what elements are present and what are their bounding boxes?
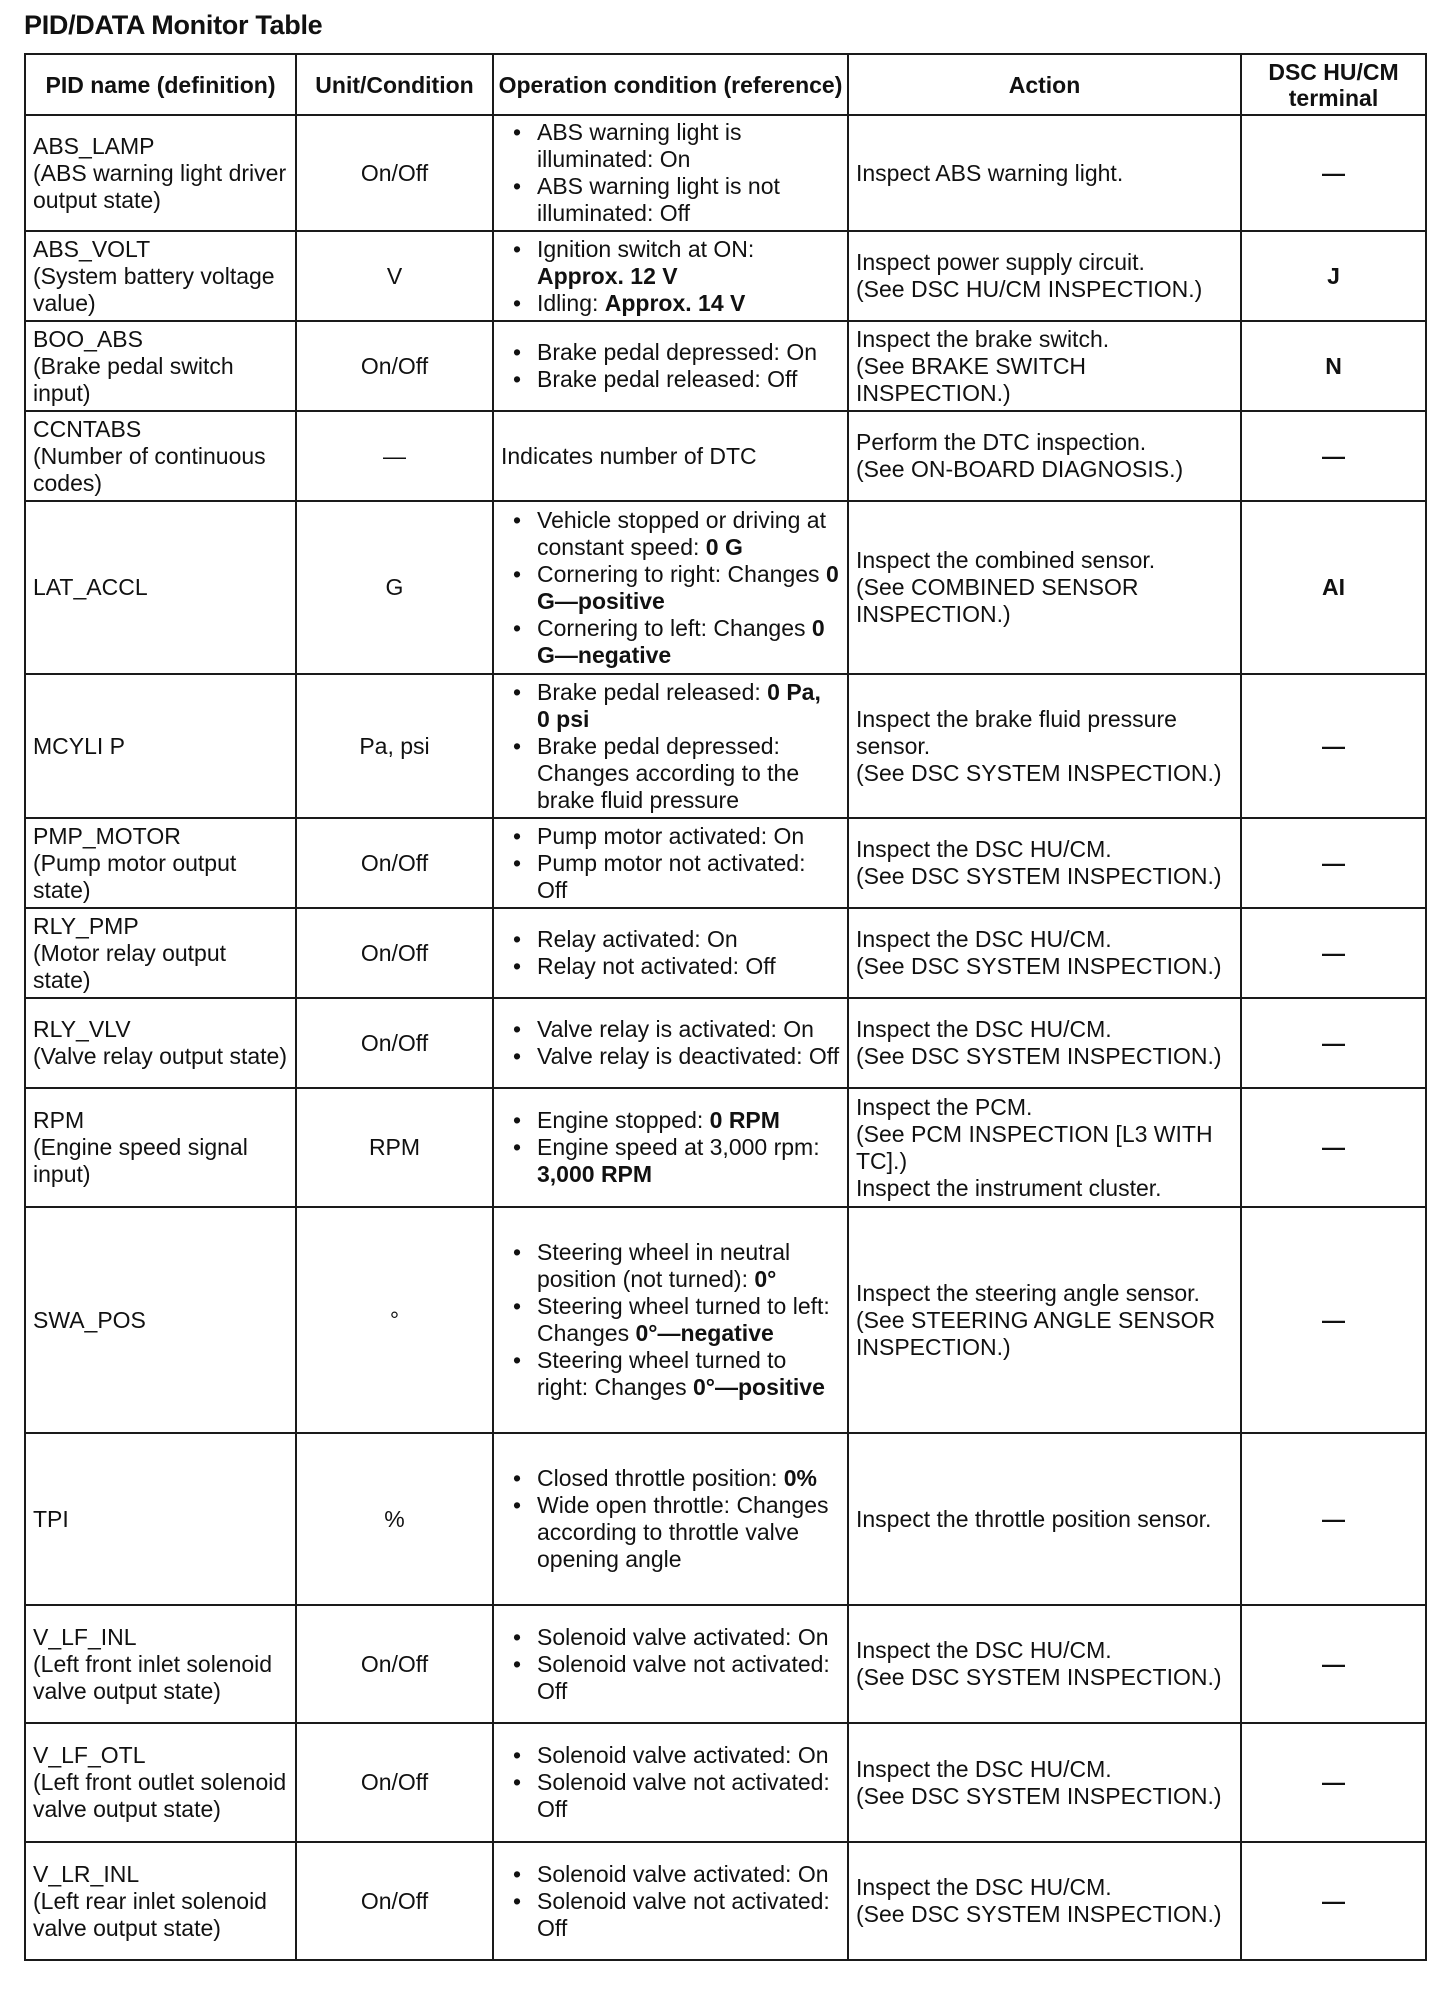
operation-text: Cornering to left: Changes: [537, 614, 812, 641]
operation-item: [501, 290, 840, 317]
operation-text: Indicates number of DTC: [501, 442, 757, 469]
operation-list: [501, 823, 840, 904]
action-line: Inspect the DSC HU/CM.: [856, 1637, 1112, 1663]
operation-text: Brake pedal depressed: Changes according to the brake fluid pressure: [537, 732, 800, 813]
unit-cell: On/Off: [296, 1842, 493, 1960]
pid-cell: [25, 998, 296, 1088]
action-line: (See DSC SYSTEM INSPECTION.): [856, 953, 1222, 979]
operation-value: 0 G: [705, 533, 743, 560]
terminal-cell: —: [1241, 674, 1426, 818]
operation-value: 0°—positive: [692, 1374, 825, 1400]
operation-text: Vehicle stopped or driving at constant speed:: [537, 506, 826, 560]
operation-text: Engine stopped:: [537, 1107, 710, 1133]
action-line: Inspect ABS warning light.: [856, 159, 1124, 186]
pid-cell: [25, 411, 296, 501]
table-body: [25, 115, 1426, 1960]
operation-cell: [493, 908, 848, 998]
pid-name: BOO_ABS: [33, 325, 143, 352]
action-line: (See DSC SYSTEM INSPECTION.): [856, 1901, 1222, 1927]
operation-item: [501, 1016, 840, 1043]
operation-text: Pump motor not activated: Off: [537, 849, 806, 903]
action-cell: [848, 321, 1241, 411]
action-cell: [848, 231, 1241, 321]
operation-item: [501, 339, 840, 366]
operation-text: ABS warning light is illuminated: On: [537, 119, 742, 172]
operation-text: Relay not activated: Off: [537, 953, 776, 979]
action-line: (See DSC SYSTEM INSPECTION.): [856, 759, 1222, 786]
operation-text: Brake pedal released: Off: [537, 366, 798, 392]
pid-name: RPM: [33, 1107, 85, 1133]
operation-text: Ignition switch at ON:: [537, 235, 755, 262]
unit-cell: On/Off: [296, 908, 493, 998]
operation-item: [501, 173, 840, 227]
action-line: (See PCM INSPECTION [L3 WITH TC].): [856, 1120, 1213, 1174]
operation-cell: [493, 1723, 848, 1842]
operation-text: Relay activated: On: [537, 926, 738, 952]
operation-value: 0 Pa, 0 psi: [537, 678, 821, 732]
action-cell: [848, 411, 1241, 501]
operation-list: [501, 1742, 840, 1823]
operation-cell: [493, 231, 848, 321]
action-line: Inspect the brake switch.: [856, 325, 1110, 352]
terminal-cell: —: [1241, 1088, 1426, 1207]
operation-item: [501, 850, 840, 904]
table-row: [25, 501, 1426, 674]
header-operation-condition: Operation condition (reference): [493, 54, 848, 115]
operation-list: [501, 1624, 840, 1705]
operation-item: [501, 1861, 840, 1888]
operation-text: Solenoid valve activated: On: [537, 1623, 829, 1650]
pid-cell: [25, 1723, 296, 1842]
terminal-cell: —: [1241, 998, 1426, 1088]
operation-item: [501, 733, 840, 814]
pid-name: ABS_LAMP: [33, 132, 155, 159]
operation-text: Brake pedal released:: [537, 678, 768, 705]
operation-text: Wide open throttle: Changes according to throttle valve opening angle: [537, 1492, 829, 1572]
action-line: (See DSC SYSTEM INSPECTION.): [856, 1664, 1222, 1690]
pid-definition: (Left front outlet solenoid valve output state): [33, 1769, 287, 1822]
operation-text: Steering wheel in neutral position (not turned):: [537, 1239, 791, 1292]
operation-item: [501, 1769, 840, 1823]
operation-text: Idling:: [537, 289, 605, 316]
operation-text: Solenoid valve activated: On: [537, 1860, 829, 1887]
operation-list: [501, 236, 840, 317]
operation-cell: [493, 411, 848, 501]
operation-value: Approx. 12 V: [537, 262, 678, 289]
action-line: Inspect the PCM.: [856, 1093, 1033, 1120]
operation-cell: [493, 1433, 848, 1605]
action-line: Inspect the DSC HU/CM.: [856, 836, 1112, 862]
pid-cell: [25, 115, 296, 231]
operation-cell: [493, 1088, 848, 1207]
action-line: (See BRAKE SWITCH INSPECTION.): [856, 352, 1087, 406]
action-line: Inspect the brake fluid pressure sensor.: [856, 705, 1177, 759]
operation-list: [501, 926, 840, 980]
unit-cell: %: [296, 1433, 493, 1605]
pid-cell: [25, 674, 296, 818]
operation-value: 0°: [754, 1266, 777, 1292]
action-line: (See DSC SYSTEM INSPECTION.): [856, 863, 1222, 889]
terminal-cell: —: [1241, 1207, 1426, 1433]
pid-cell: [25, 1433, 296, 1605]
pid-cell: [25, 908, 296, 998]
table-row: [25, 1605, 1426, 1723]
action-cell: [848, 1207, 1241, 1433]
operation-cell: [493, 501, 848, 674]
pid-name: V_LF_INL: [33, 1623, 137, 1650]
operation-item: [501, 1293, 840, 1347]
terminal-cell: —: [1241, 411, 1426, 501]
operation-list: [501, 1016, 840, 1070]
operation-value: 0 RPM: [709, 1107, 780, 1133]
operation-cell: [493, 818, 848, 908]
action-line: Inspect the instrument cluster.: [856, 1174, 1162, 1201]
operation-item: [501, 926, 840, 953]
operation-item: [501, 1043, 840, 1070]
pid-definition: (Left rear inlet solenoid valve output state): [33, 1887, 267, 1941]
operation-list: [501, 1107, 840, 1188]
operation-value: 0 G—positive: [537, 560, 839, 614]
terminal-cell: J: [1241, 231, 1426, 321]
terminal-cell: —: [1241, 908, 1426, 998]
pid-cell: [25, 1207, 296, 1433]
action-line: Inspect the combined sensor.: [856, 547, 1156, 573]
operation-value: 0%: [783, 1465, 817, 1491]
table-row: [25, 1842, 1426, 1960]
operation-item: [501, 236, 840, 290]
operation-cell: [493, 674, 848, 818]
operation-list: [501, 679, 840, 814]
pid-definition: (Number of continuous codes): [33, 442, 266, 496]
operation-item: [501, 823, 840, 850]
operation-item: [501, 1742, 840, 1769]
pid-name: ABS_VOLT: [33, 235, 151, 262]
operation-text: Closed throttle position:: [537, 1465, 784, 1491]
header-action: Action: [848, 54, 1241, 115]
action-line: (See DSC SYSTEM INSPECTION.): [856, 1043, 1222, 1069]
header-unit-condition: Unit/Condition: [296, 54, 493, 115]
action-cell: [848, 998, 1241, 1088]
operation-item: [501, 1347, 840, 1401]
operation-item: [501, 1651, 840, 1705]
operation-item: [501, 1624, 840, 1651]
terminal-cell: —: [1241, 115, 1426, 231]
pid-name: SWA_POS: [33, 1306, 146, 1333]
operation-cell: [493, 115, 848, 231]
operation-text: Steering wheel turned to right: Changes: [537, 1347, 787, 1400]
action-cell: [848, 1088, 1241, 1207]
action-line: (See ON-BOARD DIAGNOSIS.): [856, 456, 1184, 482]
pid-name: PMP_MOTOR: [33, 822, 181, 849]
action-line: Inspect the steering angle sensor.: [856, 1279, 1200, 1306]
terminal-cell: —: [1241, 818, 1426, 908]
operation-item: [501, 119, 840, 173]
operation-cell: [493, 1605, 848, 1723]
action-cell: [848, 674, 1241, 818]
operation-text: ABS warning light is not illuminated: Off: [537, 173, 780, 226]
table-row: [25, 115, 1426, 231]
operation-cell: [493, 321, 848, 411]
pid-name: MCYLI P: [33, 732, 126, 759]
operation-item: [501, 366, 840, 393]
action-line: (See COMBINED SENSOR INSPECTION.): [856, 574, 1139, 627]
unit-cell: V: [296, 231, 493, 321]
action-line: (See DSC HU/CM INSPECTION.): [856, 276, 1203, 302]
operation-item: [501, 1239, 840, 1293]
pid-name: RLY_PMP: [33, 912, 139, 939]
pid-name: TPI: [33, 1505, 69, 1532]
operation-value: 3,000 RPM: [537, 1161, 653, 1187]
action-cell: [848, 818, 1241, 908]
table-row: [25, 231, 1426, 321]
table-row: [25, 908, 1426, 998]
terminal-cell: —: [1241, 1842, 1426, 1960]
pid-definition: (Pump motor output state): [33, 849, 237, 903]
pid-cell: [25, 231, 296, 321]
operation-text: Cornering to right: Changes: [537, 560, 826, 587]
operation-text: Valve relay is deactivated: Off: [537, 1043, 840, 1069]
terminal-cell: N: [1241, 321, 1426, 411]
action-line: Perform the DTC inspection.: [856, 429, 1147, 455]
action-line: (See STEERING ANGLE SENSOR INSPECTION.): [856, 1306, 1216, 1360]
pid-definition: (System battery voltage value): [33, 262, 275, 316]
operation-text: Solenoid valve activated: On: [537, 1742, 829, 1768]
unit-cell: On/Off: [296, 115, 493, 231]
action-cell: [848, 1723, 1241, 1842]
operation-cell: [493, 1207, 848, 1433]
action-cell: [848, 1433, 1241, 1605]
header-pid-name: PID name (definition): [25, 54, 296, 115]
operation-value: 0°—negative: [635, 1320, 774, 1346]
pid-definition: (Engine speed signal input): [33, 1134, 248, 1187]
pid-monitor-table: [24, 53, 1427, 1961]
operation-text: Solenoid valve not activated: Off: [537, 1887, 830, 1941]
operation-text: Brake pedal depressed: On: [537, 339, 818, 365]
action-line: Inspect the DSC HU/CM.: [856, 926, 1112, 952]
table-row: [25, 321, 1426, 411]
pid-definition: (ABS warning light driver output state): [33, 159, 287, 213]
operation-item: [501, 953, 840, 980]
action-line: Inspect the DSC HU/CM.: [856, 1874, 1112, 1900]
unit-cell: On/Off: [296, 1723, 493, 1842]
pid-name: V_LF_OTL: [33, 1742, 146, 1768]
terminal-cell: AI: [1241, 501, 1426, 674]
table-row: [25, 674, 1426, 818]
operation-list: [501, 339, 840, 393]
unit-cell: On/Off: [296, 321, 493, 411]
unit-cell: RPM: [296, 1088, 493, 1207]
pid-cell: [25, 321, 296, 411]
operation-list: [501, 1239, 840, 1401]
operation-item: [501, 1465, 840, 1492]
pid-definition: (Brake pedal switch input): [33, 352, 234, 406]
operation-cell: [493, 1842, 848, 1960]
operation-item: [501, 1888, 840, 1942]
table-row: [25, 1207, 1426, 1433]
action-line: Inspect the DSC HU/CM.: [856, 1016, 1112, 1042]
operation-item: [501, 1492, 840, 1573]
pid-name: V_LR_INL: [33, 1860, 140, 1887]
operation-list: [501, 1465, 840, 1573]
pid-cell: [25, 818, 296, 908]
table-row: [25, 1723, 1426, 1842]
operation-text: Pump motor activated: On: [537, 822, 805, 849]
operation-text: Steering wheel turned to left: Changes: [537, 1293, 830, 1346]
operation-list: [501, 507, 840, 669]
pid-cell: [25, 1842, 296, 1960]
page-title: PID/DATA Monitor Table: [24, 10, 323, 40]
terminal-cell: —: [1241, 1433, 1426, 1605]
pid-cell: [25, 501, 296, 674]
pid-name: LAT_ACCL: [33, 574, 148, 600]
pid-cell: [25, 1088, 296, 1207]
action-cell: [848, 908, 1241, 998]
operation-text: Valve relay is activated: On: [537, 1016, 814, 1042]
operation-list: [501, 1861, 840, 1942]
table-row: [25, 818, 1426, 908]
action-cell: [848, 501, 1241, 674]
table-row: [25, 1433, 1426, 1605]
operation-item: [501, 679, 840, 733]
unit-cell: G: [296, 501, 493, 674]
action-line: Inspect the throttle position sensor.: [856, 1505, 1212, 1532]
pid-name: CCNTABS: [33, 415, 142, 442]
action-line: Inspect the DSC HU/CM.: [856, 1755, 1112, 1782]
action-cell: [848, 1605, 1241, 1723]
operation-value: 0 G—negative: [537, 614, 825, 668]
operation-list: [501, 119, 840, 227]
unit-cell: On/Off: [296, 818, 493, 908]
pid-definition: (Motor relay output state): [33, 939, 227, 993]
header-terminal: DSC HU/CM terminal: [1241, 54, 1426, 115]
operation-item: [501, 507, 840, 561]
unit-cell: —: [296, 411, 493, 501]
operation-item: [501, 561, 840, 615]
pid-definition: (Valve relay output state): [33, 1043, 287, 1069]
unit-cell: °: [296, 1207, 493, 1433]
table-row: [25, 998, 1426, 1088]
operation-value: Approx. 14 V: [604, 289, 746, 316]
action-line: Inspect power supply circuit.: [856, 249, 1145, 275]
action-cell: [848, 115, 1241, 231]
operation-item: [501, 615, 840, 669]
table-row: [25, 411, 1426, 501]
pid-name: RLY_VLV: [33, 1016, 131, 1042]
unit-cell: Pa, psi: [296, 674, 493, 818]
operation-item: [501, 1134, 840, 1188]
action-cell: [848, 1842, 1241, 1960]
table-row: [25, 1088, 1426, 1207]
unit-cell: On/Off: [296, 1605, 493, 1723]
unit-cell: On/Off: [296, 998, 493, 1088]
table-header-row: [25, 54, 1426, 115]
operation-cell: [493, 998, 848, 1088]
operation-text: Engine speed at 3,000 rpm:: [537, 1134, 820, 1160]
operation-text: Solenoid valve not activated: Off: [537, 1650, 830, 1704]
terminal-cell: —: [1241, 1723, 1426, 1842]
action-line: (See DSC SYSTEM INSPECTION.): [856, 1782, 1222, 1809]
pid-cell: [25, 1605, 296, 1723]
operation-text: Solenoid valve not activated: Off: [537, 1769, 830, 1822]
pid-definition: (Left front inlet solenoid valve output state): [33, 1650, 273, 1704]
terminal-cell: —: [1241, 1605, 1426, 1723]
operation-item: [501, 1107, 840, 1134]
